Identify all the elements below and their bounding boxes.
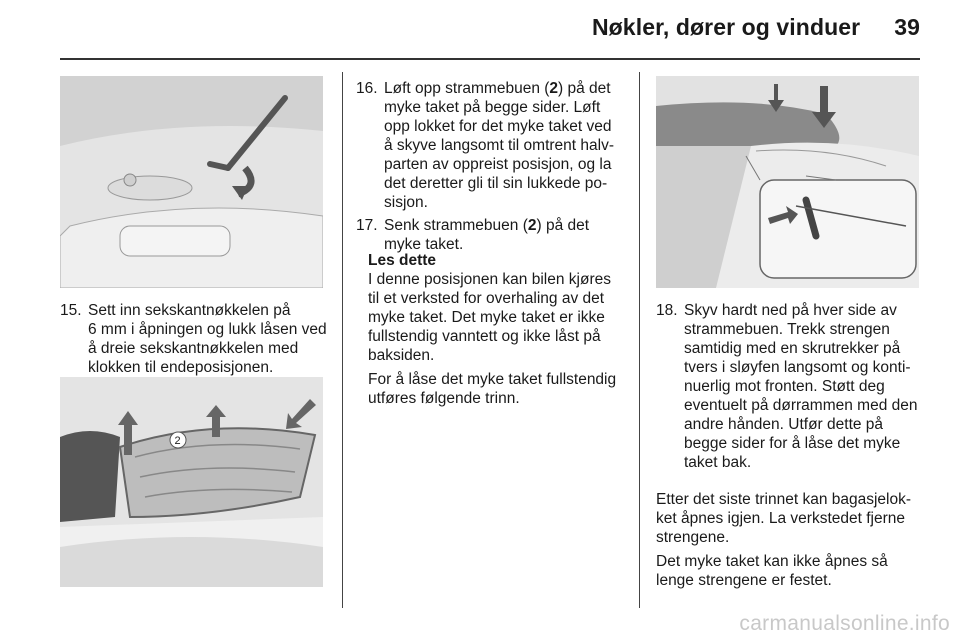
step-line: taket bak.	[684, 454, 752, 471]
step-15	[60, 301, 335, 377]
step-line: strammebuen. Trekk strengen	[684, 321, 890, 338]
step-line: det deretter gli til sin lukkede po-	[384, 175, 608, 192]
paragraph-line: Det myke taket kan ikke åpnes så	[656, 553, 888, 570]
step-line: samtidig med en skrutrekker på	[684, 340, 901, 357]
step-line: sisjon.	[384, 194, 428, 211]
step-line: Sett inn sekskantnøkkelen på	[88, 302, 291, 319]
section-title: Nøkler, dører og vinduer	[591, 14, 861, 40]
step-line: 6 mm i åpningen og lukk låsen ved	[88, 321, 327, 338]
right-paragraphs	[656, 490, 931, 595]
step-line	[384, 216, 633, 235]
step-list-middle	[356, 79, 633, 258]
paragraph	[656, 552, 931, 590]
step-line: parten av oppreist posisjon, og la	[384, 156, 612, 173]
step-list-right	[656, 301, 931, 476]
step-16	[356, 79, 633, 212]
step-text: ) på det	[558, 80, 611, 97]
paragraph-line: Etter det siste trinnet kan bagasjelok-	[656, 491, 912, 508]
page-title	[592, 14, 920, 41]
note-block	[368, 251, 634, 413]
note-title: Les dette	[368, 252, 437, 269]
step-line: myke taket.	[384, 236, 464, 253]
step-list-left	[60, 301, 335, 381]
callout-2: 2	[174, 435, 181, 447]
note-line: myke taket. Det myke taket er ikke	[368, 309, 605, 326]
paragraph-line: utføres følgende trinn.	[368, 390, 520, 407]
step-line: tvers i sløyfen langsomt og konti-	[684, 359, 911, 376]
paragraph	[368, 370, 634, 408]
page-number: 39	[894, 14, 920, 40]
step-line: begge sider for å låse det myke	[684, 435, 901, 452]
column-divider-1	[342, 72, 343, 608]
step-number: 15.	[60, 302, 82, 319]
illustration-headliner-hex-key	[60, 76, 323, 288]
step-text: ) på det	[536, 217, 590, 234]
header-divider	[60, 58, 920, 60]
step-line: andre hånden. Utfør dette på	[684, 416, 884, 433]
illustration-screwdriver-cord	[656, 76, 919, 288]
step-line: Skyv hardt ned på hver side av	[684, 302, 897, 319]
callout-reference: 2	[527, 217, 537, 234]
note-line: baksiden.	[368, 347, 435, 364]
note-line: I denne posisjonen kan bilen kjøres	[368, 271, 611, 288]
note-line: fullstendig vanntett og ikke låst på	[368, 328, 601, 345]
step-number: 16.	[356, 80, 378, 97]
column-divider-2	[639, 72, 640, 608]
step-line: myke taket på begge sider. Løft	[384, 99, 601, 116]
step-line	[384, 79, 633, 98]
step-line: nuerlig mot fronten. Støtt deg	[684, 378, 885, 395]
step-number: 18.	[656, 302, 678, 319]
step-17	[356, 216, 633, 254]
step-18	[656, 301, 931, 472]
watermark: carmanualsonline.info	[739, 612, 950, 635]
step-line: eventuelt på dørrammen med den	[684, 397, 918, 414]
step-line: å dreie sekskantnøkkelen med	[88, 340, 299, 357]
step-line: opp lokket for det myke taket ved	[384, 118, 612, 135]
callout-reference: 2	[549, 80, 559, 97]
illustration-tension-bow	[60, 377, 323, 587]
step-line: klokken til endeposisjonen.	[88, 359, 274, 376]
step-text: Senk strammebuen (	[384, 217, 528, 234]
paragraph-line: ket åpnes igjen. La verkstedet fjerne	[656, 510, 906, 527]
paragraph	[656, 490, 931, 547]
step-number: 17.	[356, 217, 378, 234]
step-text: Løft opp strammebuen (	[384, 80, 550, 97]
note-line: til et verksted for overhaling av det	[368, 290, 605, 307]
paragraph-line: strengene.	[656, 529, 730, 546]
paragraph-line: lenge strengene er festet.	[656, 572, 832, 589]
note	[368, 251, 634, 365]
step-line: å skyve langsomt til omtrent halv-	[384, 137, 615, 154]
paragraph-line: For å låse det myke taket fullstendig	[368, 371, 617, 388]
